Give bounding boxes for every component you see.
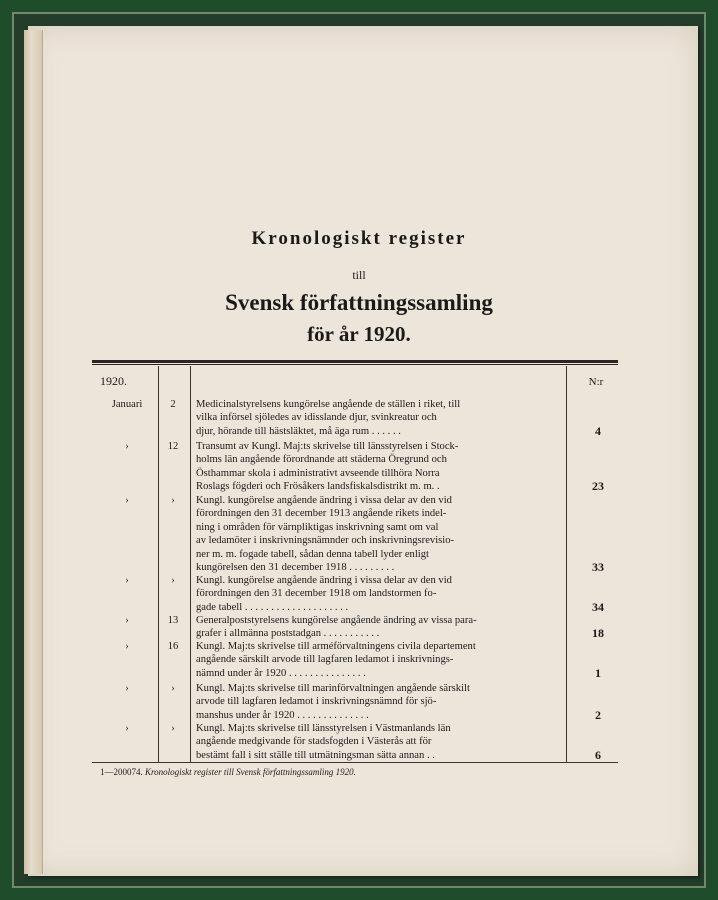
row-description [196,398,554,438]
title-till: till [352,268,366,282]
row-day: › [171,575,175,586]
row-description [196,574,554,614]
row-month: Januari [111,399,143,410]
row-number: 4 [595,423,601,438]
column-divider [566,366,567,762]
number-column-header: N:r [588,376,604,388]
footer-note [100,767,356,777]
row-day: 2 [170,399,176,410]
row-description-line: kungörelsen den 31 december 1918 . . . . . . . . . [196,562,395,574]
row-number: 33 [592,560,604,574]
table-top-rule-thin [92,364,618,365]
table-top-rule [92,360,618,363]
row-description-line: Östhammar skola i administrativt avseende tillhöra Norra [196,467,440,479]
year-column-header: 1920. [100,374,127,388]
row-month: › [125,615,129,626]
row-description-line: Kungl. kungörelse angående ändring i vissa delar av den vid [196,495,452,506]
row-description-line: Transumt av Kungl. Maj:ts skrivelse till länsstyrelsen i Stock- [196,441,459,452]
row-description [196,722,554,762]
row-description-line: Kungl. Maj:ts skrivelse till arméförvaltningens civila departement [196,641,476,652]
column-divider [158,366,159,762]
row-day: › [171,723,175,734]
row-description [196,494,554,574]
footer-code: 1—200074. [100,767,143,777]
column-divider [190,366,191,762]
document-subtitle: Svensk författningssamling [225,290,493,315]
document-year-line: för år 1920. [307,322,411,346]
row-description-line: holms län angående förordnande att städerna Öregrund och [196,454,447,466]
row-month: › [125,683,129,694]
page-edge [24,30,43,874]
row-description-line: ning i områden för värnpliktigas inskrivning samt om val [196,521,439,533]
row-number: 6 [595,747,601,762]
row-description-line: bestämt fall i sitt ställe till utmätningsman sätta annan . . [196,749,435,761]
row-month: › [125,495,129,506]
row-month: › [125,575,129,586]
row-description-line: Medicinalstyrelsens kungörelse angående de ställen i riket, till [196,399,461,410]
row-month: › [125,441,129,452]
row-description-line: Kungl. Maj:ts skrivelse till länsstyrelsen i Västmanlands län [196,723,451,734]
row-description [196,440,554,494]
row-number: 34 [592,599,604,614]
row-description [196,640,554,680]
row-number: 1 [595,665,601,680]
row-description-line: manshus under år 1920 . . . . . . . . . . . . . . [196,709,369,721]
row-description-line: Generalpoststyrelsens kungörelse angående ändring av vissa para- [196,615,477,626]
row-description-line: ner m. m. fogade tabell, sådan denna tabell lyder enligt [196,548,429,560]
row-description-line: Kungl. Maj:ts skrivelse till marinförvaltningen angående särskilt [196,683,470,694]
row-description-line: nämnd under år 1920 . . . . . . . . . . . . . . . [196,667,366,679]
row-description [196,614,554,641]
row-day: › [171,495,175,506]
row-description-line: angående särskilt arvode till lagfaren ledamot i inskrivnings- [196,654,454,666]
row-day: 16 [167,641,179,652]
row-description-line: grafer i allmänna poststadgan . . . . . . . . . . . [196,628,380,640]
document-title: Kronologiskt register [251,228,467,249]
footer-text: Kronologiskt register till Svensk författningssamling 1920. [145,767,356,777]
row-number: 23 [592,479,604,494]
row-description-line: förordningen den 31 december 1918 om landstormen fo- [196,588,437,600]
row-description-line: djur, hörande till hästsläktet, må äga rum . . . . . . [196,425,401,437]
row-month: › [125,723,129,734]
row-description-line: Roslags fögderi och Frösåkers landsfiskalsdistrikt m. m. . [196,481,440,493]
row-day: 13 [167,615,179,626]
row-description-line: Kungl. kungörelse angående ändring i vissa delar av den vid [196,575,452,586]
row-day: › [171,683,175,694]
row-month: › [125,641,129,652]
row-description [196,682,554,722]
row-number: 18 [592,626,604,641]
row-description-line: gade tabell . . . . . . . . . . . . . . . . . . . . [196,601,349,613]
row-description-line: av ledamöter i inskrivningsnämnder och inskrivningsrevisio- [196,535,455,547]
row-description-line: angående medgivande för stadsfogden i Västerås att för [196,736,432,748]
row-description-line: vilka införsel sjöledes av idisslande djur, svinkreatur och [196,412,437,424]
row-day: 12 [167,441,179,452]
row-number: 2 [595,707,601,722]
row-description-line: förordningen den 31 december 1913 angående rikets indel- [196,508,447,520]
row-description-line: arvode till lagfaren ledamot i inskrivningsnämnd för sjö- [196,696,437,708]
